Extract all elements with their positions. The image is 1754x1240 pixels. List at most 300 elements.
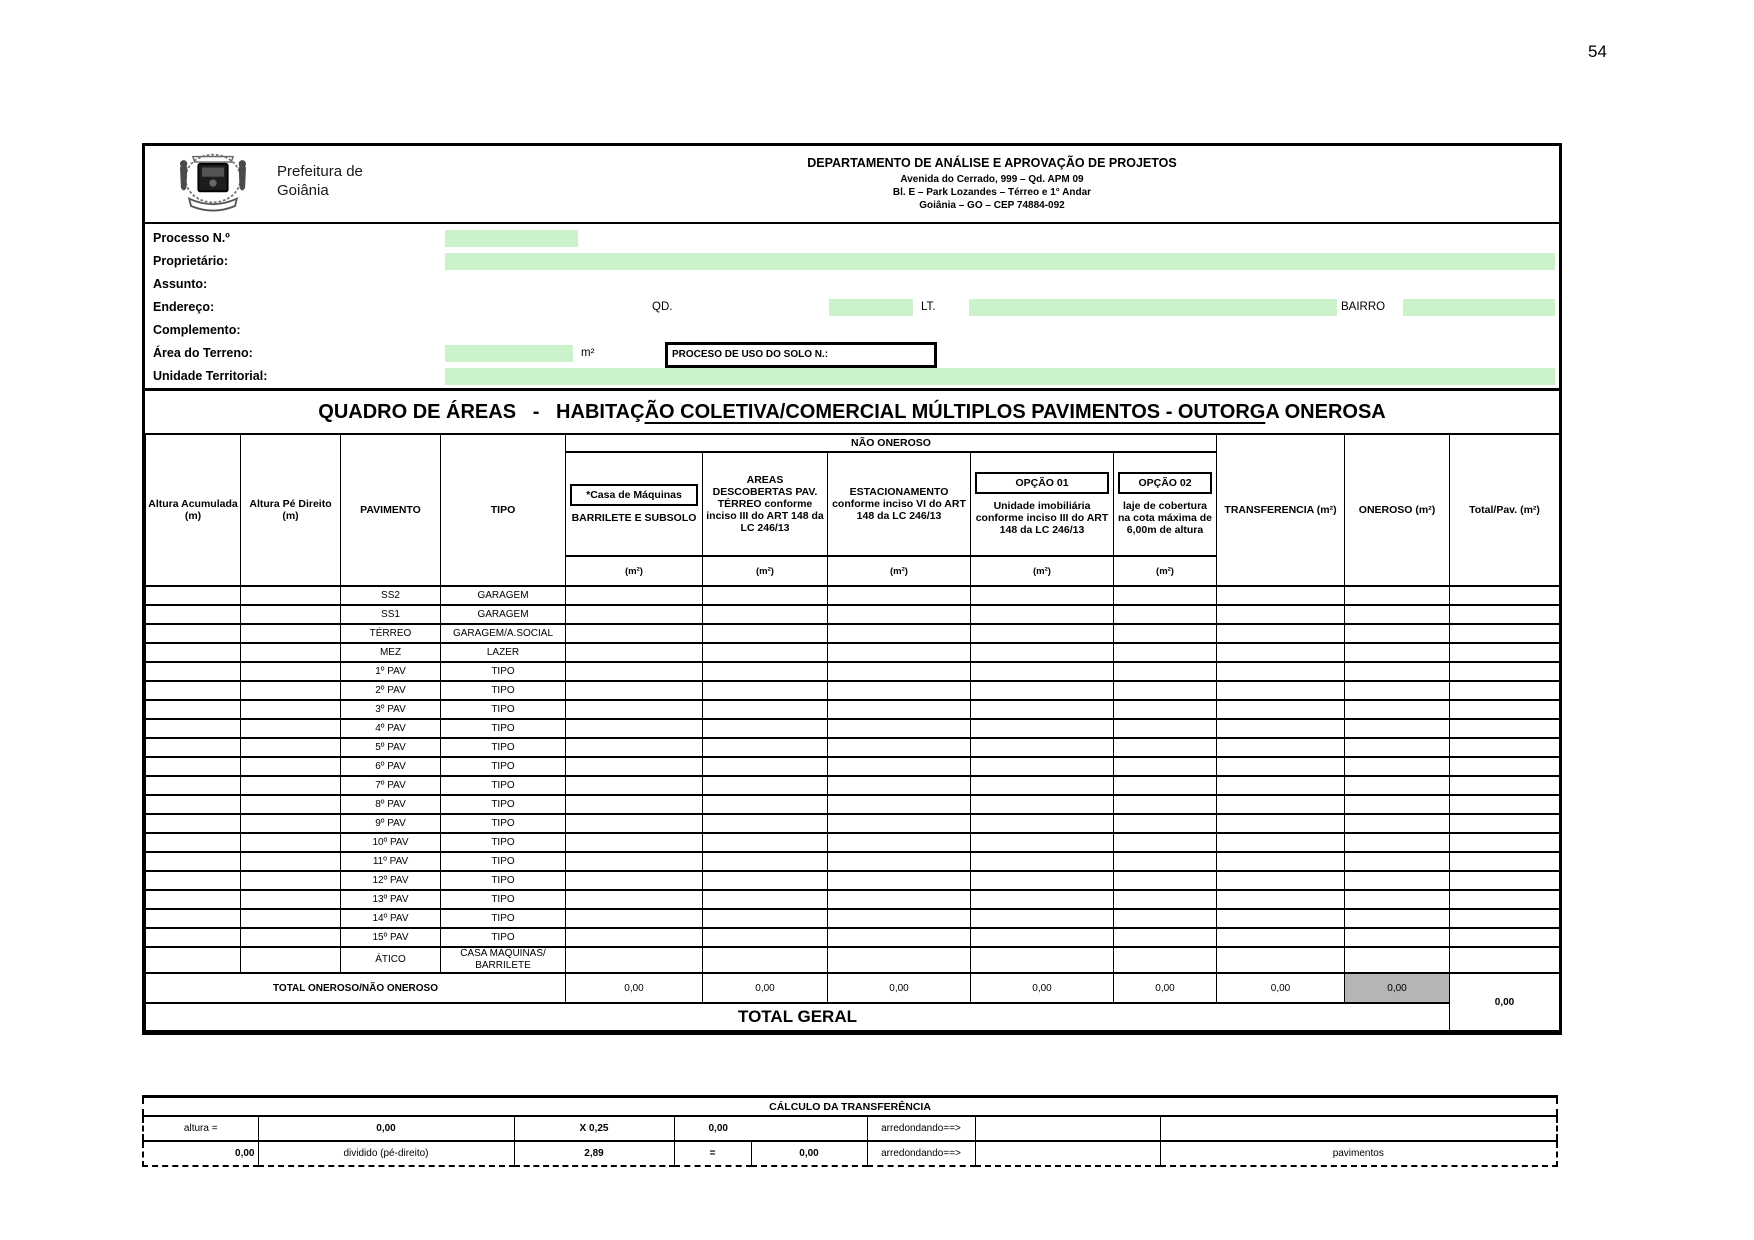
tipo-cell: TIPO xyxy=(441,738,566,757)
altura-pe-direito-cell[interactable] xyxy=(241,871,341,890)
area-cell[interactable] xyxy=(828,909,971,928)
table-row xyxy=(146,852,1560,871)
area-cell[interactable] xyxy=(1450,795,1560,814)
table-body xyxy=(146,586,1560,973)
area-cell[interactable] xyxy=(1345,624,1450,643)
area-cell[interactable] xyxy=(828,700,971,719)
col-header-pavimento: PAVIMENTO xyxy=(341,434,441,586)
area-cell[interactable] xyxy=(1114,624,1217,643)
area-cell[interactable] xyxy=(566,947,703,973)
pavimento-cell: 15º PAV xyxy=(341,928,441,947)
area-cell[interactable] xyxy=(1114,719,1217,738)
table-row xyxy=(146,605,1560,624)
tipo-cell: TIPO xyxy=(441,852,566,871)
area-cell[interactable] xyxy=(1450,909,1560,928)
area-cell[interactable] xyxy=(703,662,828,681)
opcao-01-sub-label: Unidade imobiliária conforme inciso III do ART 148 da LC 246/13 xyxy=(975,499,1109,536)
tipo-cell: TIPO xyxy=(441,833,566,852)
pavimento-cell: MEZ xyxy=(341,643,441,662)
area-cell[interactable] xyxy=(703,928,828,947)
area-cell[interactable] xyxy=(566,624,703,643)
area-cell[interactable] xyxy=(566,776,703,795)
area-cell[interactable] xyxy=(1345,719,1450,738)
area-cell[interactable] xyxy=(1114,586,1217,605)
altura-acumulada-cell[interactable] xyxy=(146,890,241,909)
table-row xyxy=(146,833,1560,852)
area-cell[interactable] xyxy=(1345,700,1450,719)
goiania-coat-of-arms-logo xyxy=(167,151,259,222)
area-cell[interactable] xyxy=(1217,624,1345,643)
area-cell[interactable] xyxy=(703,757,828,776)
area-cell[interactable] xyxy=(828,605,971,624)
area-cell[interactable] xyxy=(1114,757,1217,776)
area-cell[interactable] xyxy=(828,795,971,814)
area-cell[interactable] xyxy=(1217,909,1345,928)
altura-acumulada-cell[interactable] xyxy=(146,586,241,605)
area-cell[interactable] xyxy=(828,833,971,852)
area-cell[interactable] xyxy=(1217,662,1345,681)
area-cell[interactable] xyxy=(828,776,971,795)
area-cell[interactable] xyxy=(566,890,703,909)
area-cell[interactable] xyxy=(828,643,971,662)
area-cell[interactable] xyxy=(971,681,1114,700)
qd-label: QD. xyxy=(652,301,673,313)
area-cell[interactable] xyxy=(566,833,703,852)
table-row xyxy=(146,795,1560,814)
area-cell[interactable] xyxy=(703,833,828,852)
area-cell[interactable] xyxy=(1217,833,1345,852)
assunto-row xyxy=(145,273,1559,296)
area-cell[interactable] xyxy=(1114,700,1217,719)
tipo-cell: TIPO xyxy=(441,662,566,681)
table-row xyxy=(146,719,1560,738)
table-row xyxy=(146,776,1560,795)
pavimento-cell: TÉRREO xyxy=(341,624,441,643)
area-cell[interactable] xyxy=(971,928,1114,947)
area-cell[interactable] xyxy=(566,738,703,757)
tipo-cell: TIPO xyxy=(441,890,566,909)
unidade-territorial-row xyxy=(145,365,1559,388)
proprietario-input[interactable] xyxy=(445,253,1555,270)
area-cell[interactable] xyxy=(971,624,1114,643)
area-cell[interactable] xyxy=(1217,890,1345,909)
altura-acumulada-cell[interactable] xyxy=(146,719,241,738)
area-cell[interactable] xyxy=(1114,776,1217,795)
area-cell[interactable] xyxy=(566,681,703,700)
area-cell[interactable] xyxy=(1450,871,1560,890)
dividido-label: dividido (pé-direito) xyxy=(258,1141,514,1166)
area-cell[interactable] xyxy=(1345,909,1450,928)
calc-rounded-1[interactable] xyxy=(975,1116,1160,1141)
col-header-oneroso: ONEROSO (m²) xyxy=(1345,434,1450,586)
altura-pe-direito-cell[interactable] xyxy=(241,586,341,605)
area-cell[interactable] xyxy=(828,586,971,605)
area-cell[interactable] xyxy=(1450,890,1560,909)
area-cell[interactable] xyxy=(828,738,971,757)
area-cell[interactable] xyxy=(828,624,971,643)
area-cell[interactable] xyxy=(971,871,1114,890)
area-cell[interactable] xyxy=(566,643,703,662)
area-cell[interactable] xyxy=(703,643,828,662)
area-cell[interactable] xyxy=(971,795,1114,814)
altura-pe-direito-cell[interactable] xyxy=(241,909,341,928)
altura-eq-label: altura = xyxy=(143,1116,258,1141)
area-cell[interactable] xyxy=(1450,814,1560,833)
unidade-territorial-input[interactable] xyxy=(445,368,1555,385)
altura-acumulada-cell[interactable] xyxy=(146,909,241,928)
altura-pe-direito-cell[interactable] xyxy=(241,814,341,833)
pavimento-cell: 4º PAV xyxy=(341,719,441,738)
department-address-3: Goiânia – GO – CEP 74884-092 xyxy=(919,199,1065,211)
area-cell[interactable] xyxy=(1345,871,1450,890)
area-cell[interactable] xyxy=(971,814,1114,833)
assunto-label: Assunto: xyxy=(153,277,208,291)
altura-pe-direito-cell[interactable] xyxy=(241,738,341,757)
area-terreno-input[interactable] xyxy=(445,345,573,362)
arredondando-label-2: arredondando==> xyxy=(867,1141,975,1166)
area-cell[interactable] xyxy=(971,643,1114,662)
area-cell[interactable] xyxy=(828,814,971,833)
altura-pe-direito-cell[interactable] xyxy=(241,681,341,700)
complemento-row xyxy=(145,319,1559,342)
pavimento-cell: 2º PAV xyxy=(341,681,441,700)
area-cell[interactable] xyxy=(1450,662,1560,681)
tipo-cell: TIPO xyxy=(441,681,566,700)
tipo-cell: CASA MÁQUINAS/ BARRILETE xyxy=(441,947,566,973)
tipo-cell: TIPO xyxy=(441,700,566,719)
altura-pe-direito-cell[interactable] xyxy=(241,928,341,947)
area-cell[interactable] xyxy=(971,738,1114,757)
altura-acumulada-cell[interactable] xyxy=(146,757,241,776)
area-cell[interactable] xyxy=(1114,814,1217,833)
processo-label: Processo N.º xyxy=(153,231,230,245)
pavimento-cell: SS1 xyxy=(341,605,441,624)
tipo-cell: TIPO xyxy=(441,814,566,833)
equals-sign: = xyxy=(674,1141,751,1166)
table-row xyxy=(146,814,1560,833)
unit-cell: (m²) xyxy=(703,556,828,586)
bairro-input[interactable] xyxy=(1403,299,1555,316)
altura-acumulada-cell[interactable] xyxy=(146,947,241,973)
area-cell[interactable] xyxy=(828,947,971,973)
area-cell[interactable] xyxy=(971,890,1114,909)
form-header xyxy=(145,146,1559,224)
estacionamento-label: ESTACIONAMENTO conforme inciso VI do ART 148 da LC 246/13 xyxy=(832,486,966,522)
title-part3: A ONEROSA xyxy=(1265,400,1386,423)
calc-empty-1 xyxy=(1160,1116,1557,1141)
area-cell[interactable] xyxy=(703,719,828,738)
area-cell[interactable] xyxy=(566,871,703,890)
altura-acumulada-cell[interactable] xyxy=(146,776,241,795)
total-transferencia: 0,00 xyxy=(1217,973,1345,1003)
calc-result2: 0,00 xyxy=(751,1141,867,1166)
altura-acumulada-cell[interactable] xyxy=(146,852,241,871)
table-row xyxy=(146,643,1560,662)
altura-pe-direito-cell[interactable] xyxy=(241,890,341,909)
total-casa-maquinas: 0,00 xyxy=(566,973,703,1003)
altura-pe-direito-cell[interactable] xyxy=(241,719,341,738)
calc-factor-label: X 0,25 xyxy=(514,1116,674,1141)
area-cell[interactable] xyxy=(971,852,1114,871)
area-cell[interactable] xyxy=(703,852,828,871)
pavimento-cell: 11º PAV xyxy=(341,852,441,871)
altura-pe-direito-cell[interactable] xyxy=(241,700,341,719)
altura-acumulada-cell[interactable] xyxy=(146,643,241,662)
area-cell[interactable] xyxy=(971,757,1114,776)
area-cell[interactable] xyxy=(1450,947,1560,973)
area-cell[interactable] xyxy=(566,928,703,947)
lt-label: LT. xyxy=(921,301,936,313)
area-cell[interactable] xyxy=(1114,605,1217,624)
area-cell[interactable] xyxy=(971,776,1114,795)
calc-altura-value: 0,00 xyxy=(258,1116,514,1141)
area-cell[interactable] xyxy=(703,681,828,700)
area-cell[interactable] xyxy=(1114,795,1217,814)
altura-acumulada-cell[interactable] xyxy=(146,795,241,814)
area-cell[interactable] xyxy=(1345,757,1450,776)
area-cell[interactable] xyxy=(1114,738,1217,757)
area-cell[interactable] xyxy=(566,586,703,605)
area-cell[interactable] xyxy=(1450,928,1560,947)
altura-pe-direito-cell[interactable] xyxy=(241,605,341,624)
tipo-cell: TIPO xyxy=(441,757,566,776)
quadro-title xyxy=(145,388,1559,433)
area-cell[interactable] xyxy=(703,814,828,833)
area-cell[interactable] xyxy=(1217,852,1345,871)
altura-pe-direito-cell[interactable] xyxy=(241,795,341,814)
area-cell[interactable] xyxy=(703,605,828,624)
area-cell[interactable] xyxy=(1114,643,1217,662)
altura-pe-direito-cell[interactable] xyxy=(241,776,341,795)
area-cell[interactable] xyxy=(971,947,1114,973)
area-cell[interactable] xyxy=(1217,643,1345,662)
area-cell[interactable] xyxy=(1450,776,1560,795)
area-cell[interactable] xyxy=(703,795,828,814)
area-cell[interactable] xyxy=(1217,776,1345,795)
area-cell[interactable] xyxy=(1114,909,1217,928)
processo-row xyxy=(145,227,1559,250)
area-cell[interactable] xyxy=(1217,814,1345,833)
area-cell[interactable] xyxy=(566,757,703,776)
area-cell[interactable] xyxy=(1345,795,1450,814)
area-cell[interactable] xyxy=(703,947,828,973)
total-oneroso: 0,00 xyxy=(1345,973,1450,1003)
altura-pe-direito-cell[interactable] xyxy=(241,662,341,681)
area-cell[interactable] xyxy=(1345,852,1450,871)
area-cell[interactable] xyxy=(1450,757,1560,776)
area-cell[interactable] xyxy=(828,871,971,890)
area-cell[interactable] xyxy=(1114,852,1217,871)
altura-acumulada-cell[interactable] xyxy=(146,833,241,852)
casa-maquinas-box: *Casa de Máquinas xyxy=(570,484,698,506)
calc-rounded-2[interactable] xyxy=(975,1141,1160,1166)
processo-input[interactable] xyxy=(445,230,578,247)
department-address-2: Bl. E – Park Lozandes – Térreo e 1° Andar xyxy=(892,186,1092,198)
area-cell[interactable] xyxy=(828,662,971,681)
area-cell[interactable] xyxy=(1217,700,1345,719)
area-cell[interactable] xyxy=(1217,719,1345,738)
area-cell[interactable] xyxy=(1114,833,1217,852)
area-cell[interactable] xyxy=(1345,586,1450,605)
altura-pe-direito-cell[interactable] xyxy=(241,624,341,643)
area-cell[interactable] xyxy=(566,852,703,871)
proprietario-row xyxy=(145,250,1559,273)
area-cell[interactable] xyxy=(1114,890,1217,909)
area-cell[interactable] xyxy=(1114,662,1217,681)
altura-acumulada-cell[interactable] xyxy=(146,681,241,700)
area-cell[interactable] xyxy=(566,605,703,624)
area-cell[interactable] xyxy=(1345,833,1450,852)
pavimento-cell: SS2 xyxy=(341,586,441,605)
area-cell[interactable] xyxy=(1114,947,1217,973)
area-cell[interactable] xyxy=(1345,681,1450,700)
area-cell[interactable] xyxy=(1345,605,1450,624)
area-cell[interactable] xyxy=(1450,700,1560,719)
col-header-tipo: TIPO xyxy=(441,434,566,586)
page-number: 54 xyxy=(1588,42,1607,61)
area-cell[interactable] xyxy=(1217,871,1345,890)
area-cell[interactable] xyxy=(1450,681,1560,700)
area-cell[interactable] xyxy=(566,719,703,738)
pe-direito-value: 2,89 xyxy=(514,1141,674,1166)
altura-pe-direito-cell[interactable] xyxy=(241,947,341,973)
area-cell[interactable] xyxy=(971,662,1114,681)
unit-cell: (m²) xyxy=(1114,556,1217,586)
altura-acumulada-cell[interactable] xyxy=(146,624,241,643)
area-cell[interactable] xyxy=(971,833,1114,852)
area-cell[interactable] xyxy=(1217,738,1345,757)
area-cell[interactable] xyxy=(703,871,828,890)
title-part1: QUADRO DE ÁREAS - HABITAÇ xyxy=(318,400,645,423)
area-cell[interactable] xyxy=(1217,795,1345,814)
area-cell[interactable] xyxy=(1345,890,1450,909)
title-part2: ÃO COLETIVA/COMERCIAL MÚLTIPLOS PAVIMENTOS - OUTORG xyxy=(644,400,1266,423)
area-cell[interactable] xyxy=(971,605,1114,624)
area-cell[interactable] xyxy=(1114,871,1217,890)
qd-input[interactable] xyxy=(829,299,913,316)
area-cell[interactable] xyxy=(1345,928,1450,947)
altura-acumulada-cell[interactable] xyxy=(146,928,241,947)
area-cell[interactable] xyxy=(703,738,828,757)
area-cell[interactable] xyxy=(703,624,828,643)
total-label: TOTAL ONEROSO/NÃO ONEROSO xyxy=(146,973,566,1003)
area-cell[interactable] xyxy=(1450,605,1560,624)
pavimento-cell: 14º PAV xyxy=(341,909,441,928)
opcao-02-sub-label: laje de cobertura na cota máxima de 6,00m de altura xyxy=(1118,499,1212,536)
area-cell[interactable] xyxy=(1450,738,1560,757)
altura-acumulada-cell[interactable] xyxy=(146,662,241,681)
tipo-cell: TIPO xyxy=(441,795,566,814)
altura-pe-direito-cell[interactable] xyxy=(241,643,341,662)
area-cell[interactable] xyxy=(1345,776,1450,795)
area-cell[interactable] xyxy=(1450,643,1560,662)
total-row xyxy=(146,973,1560,1003)
area-cell[interactable] xyxy=(971,719,1114,738)
area-cell[interactable] xyxy=(566,909,703,928)
area-cell[interactable] xyxy=(1450,624,1560,643)
altura-acumulada-cell[interactable] xyxy=(146,871,241,890)
area-cell[interactable] xyxy=(971,909,1114,928)
area-cell[interactable] xyxy=(703,776,828,795)
pavimentos-label: pavimentos xyxy=(1160,1141,1557,1166)
col-header-casa-maquinas xyxy=(566,452,703,556)
area-cell[interactable] xyxy=(828,890,971,909)
pavimento-cell: 13º PAV xyxy=(341,890,441,909)
area-cell[interactable] xyxy=(971,586,1114,605)
table-row xyxy=(146,909,1560,928)
altura-acumulada-cell[interactable] xyxy=(146,738,241,757)
total-opcao-01: 0,00 xyxy=(971,973,1114,1003)
area-cell[interactable] xyxy=(1450,833,1560,852)
table-row xyxy=(146,890,1560,909)
area-cell[interactable] xyxy=(1217,947,1345,973)
area-cell[interactable] xyxy=(703,909,828,928)
barrilete-subsolo-label: BARRILETE E SUBSOLO xyxy=(571,511,697,524)
area-cell[interactable] xyxy=(828,928,971,947)
unit-cell: (m²) xyxy=(566,556,703,586)
area-cell[interactable] xyxy=(1217,757,1345,776)
area-cell[interactable] xyxy=(1450,586,1560,605)
altura-pe-direito-cell[interactable] xyxy=(241,852,341,871)
altura-acumulada-cell[interactable] xyxy=(146,700,241,719)
calculo-transferencia xyxy=(142,1095,1556,1167)
area-cell[interactable] xyxy=(828,719,971,738)
lt-endereco-input[interactable] xyxy=(969,299,1337,316)
area-cell[interactable] xyxy=(703,586,828,605)
area-cell[interactable] xyxy=(1450,719,1560,738)
tipo-cell: GARAGEM/A.SOCIAL xyxy=(441,624,566,643)
col-header-opcao-01 xyxy=(971,452,1114,556)
endereco-row xyxy=(145,296,1559,319)
area-cell[interactable] xyxy=(566,700,703,719)
area-cell[interactable] xyxy=(703,700,828,719)
pavimento-cell: 1º PAV xyxy=(341,662,441,681)
tipo-cell: TIPO xyxy=(441,928,566,947)
area-cell[interactable] xyxy=(828,681,971,700)
area-cell[interactable] xyxy=(971,700,1114,719)
area-cell[interactable] xyxy=(1345,662,1450,681)
altura-pe-direito-cell[interactable] xyxy=(241,833,341,852)
area-cell[interactable] xyxy=(1114,928,1217,947)
area-cell[interactable] xyxy=(1217,928,1345,947)
area-cell[interactable] xyxy=(1217,605,1345,624)
area-cell[interactable] xyxy=(828,852,971,871)
pavimento-cell: 8º PAV xyxy=(341,795,441,814)
bairro-label: BAIRRO xyxy=(1341,301,1386,313)
table-row xyxy=(146,871,1560,890)
area-cell[interactable] xyxy=(828,757,971,776)
area-cell[interactable] xyxy=(1345,814,1450,833)
pavimento-cell: 3º PAV xyxy=(341,700,441,719)
form-fields xyxy=(145,224,1559,388)
area-cell[interactable] xyxy=(1345,947,1450,973)
area-cell[interactable] xyxy=(1217,586,1345,605)
area-cell[interactable] xyxy=(703,890,828,909)
altura-acumulada-cell[interactable] xyxy=(146,814,241,833)
area-cell[interactable] xyxy=(566,662,703,681)
area-cell[interactable] xyxy=(566,814,703,833)
total-opcao-02: 0,00 xyxy=(1114,973,1217,1003)
area-cell[interactable] xyxy=(566,795,703,814)
area-cell[interactable] xyxy=(1345,643,1450,662)
altura-acumulada-cell[interactable] xyxy=(146,605,241,624)
area-cell[interactable] xyxy=(1114,681,1217,700)
area-cell[interactable] xyxy=(1217,681,1345,700)
altura-pe-direito-cell[interactable] xyxy=(241,757,341,776)
area-cell[interactable] xyxy=(1345,738,1450,757)
area-cell[interactable] xyxy=(1450,852,1560,871)
unit-cell: (m²) xyxy=(971,556,1114,586)
